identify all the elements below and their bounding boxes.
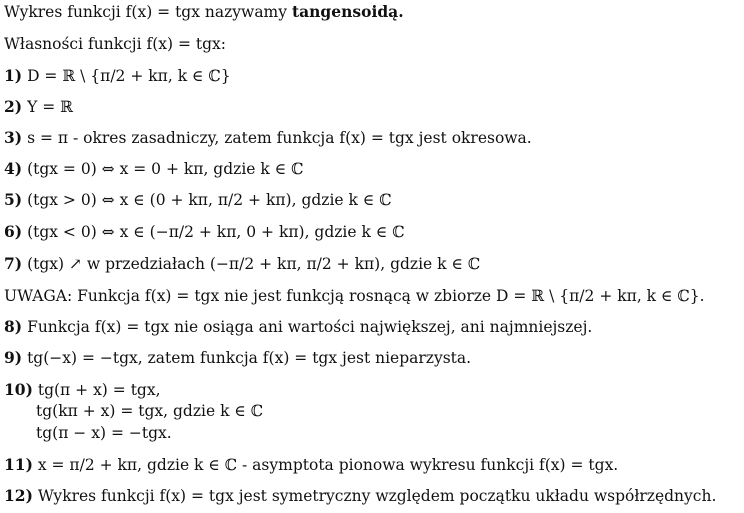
property-1	[4, 66, 231, 86]
intro-text: Wykres funkcji f(x) = tgx nazywamy	[4, 3, 288, 21]
property-number: 11)	[4, 455, 33, 474]
property-3	[4, 128, 532, 148]
property-10-line-3: tg(π − x) = −tgx.	[36, 424, 172, 442]
property-8	[4, 317, 592, 337]
property-text: (tgx = 0) ⇔ x = 0 + kπ, gdzie k ∈ ℂ	[27, 160, 304, 178]
property-number: 2)	[4, 97, 23, 116]
properties-header: Własności funkcji f(x) = tgx:	[4, 35, 226, 53]
property-6	[4, 222, 405, 242]
property-text: s = π - okres zasadniczy, zatem funkcja f(x) = tgx jest okresowa.	[27, 129, 532, 147]
property-12	[4, 486, 716, 506]
property-number: 3)	[4, 128, 23, 147]
property-number: 1)	[4, 66, 23, 85]
intro-bold-term: tangensoidą.	[291, 2, 404, 21]
property-2	[4, 97, 73, 117]
property-number: 12)	[4, 486, 33, 505]
property-text: (tgx < 0) ⇔ x ∈ (−π/2 + kπ, 0 + kπ), gdzie k ∈ ℂ	[27, 223, 405, 241]
property-number: 6)	[4, 222, 23, 241]
property-text: Y = ℝ	[27, 98, 74, 116]
property-text: Wykres funkcji f(x) = tgx jest symetryczny względem początku układu współrzędnych.	[37, 487, 717, 505]
property-11	[4, 455, 618, 475]
property-text: (tgx) ↗ w przedziałach (−π/2 + kπ, π/2 + kπ), gdzie k ∈ ℂ	[27, 255, 481, 273]
property-text: tg(−x) = −tgx, zatem funkcja f(x) = tgx jest nieparzysta.	[27, 349, 472, 367]
property-number: 7)	[4, 254, 23, 273]
warning-note: UWAGA: Funkcja f(x) = tgx nie jest funkcją rosnącą w zbiorze D = ℝ \ {π/2 + kπ, k ∈ ℂ}.	[4, 287, 705, 305]
intro-line	[4, 2, 404, 22]
property-number: 8)	[4, 317, 23, 336]
property-4	[4, 159, 303, 179]
property-7	[4, 254, 480, 274]
property-text: Funkcja f(x) = tgx nie osiąga ani wartości największej, ani najmniejszej.	[27, 318, 593, 336]
property-number: 4)	[4, 159, 23, 178]
property-10	[4, 380, 161, 400]
property-text: x = π/2 + kπ, gdzie k ∈ ℂ - asymptota pionowa wykresu funkcji f(x) = tgx.	[37, 456, 619, 474]
property-number: 5)	[4, 190, 23, 209]
property-9	[4, 348, 471, 368]
property-5	[4, 190, 392, 210]
property-text: tg(π + x) = tgx,	[37, 381, 161, 399]
property-text: (tgx > 0) ⇔ x ∈ (0 + kπ, π/2 + kπ), gdzie k ∈ ℂ	[27, 191, 392, 209]
property-number: 10)	[4, 380, 33, 399]
property-10-line-2: tg(kπ + x) = tgx, gdzie k ∈ ℂ	[36, 402, 264, 420]
property-text: D = ℝ \ {π/2 + kπ, k ∈ ℂ}	[27, 67, 231, 85]
property-number: 9)	[4, 348, 23, 367]
